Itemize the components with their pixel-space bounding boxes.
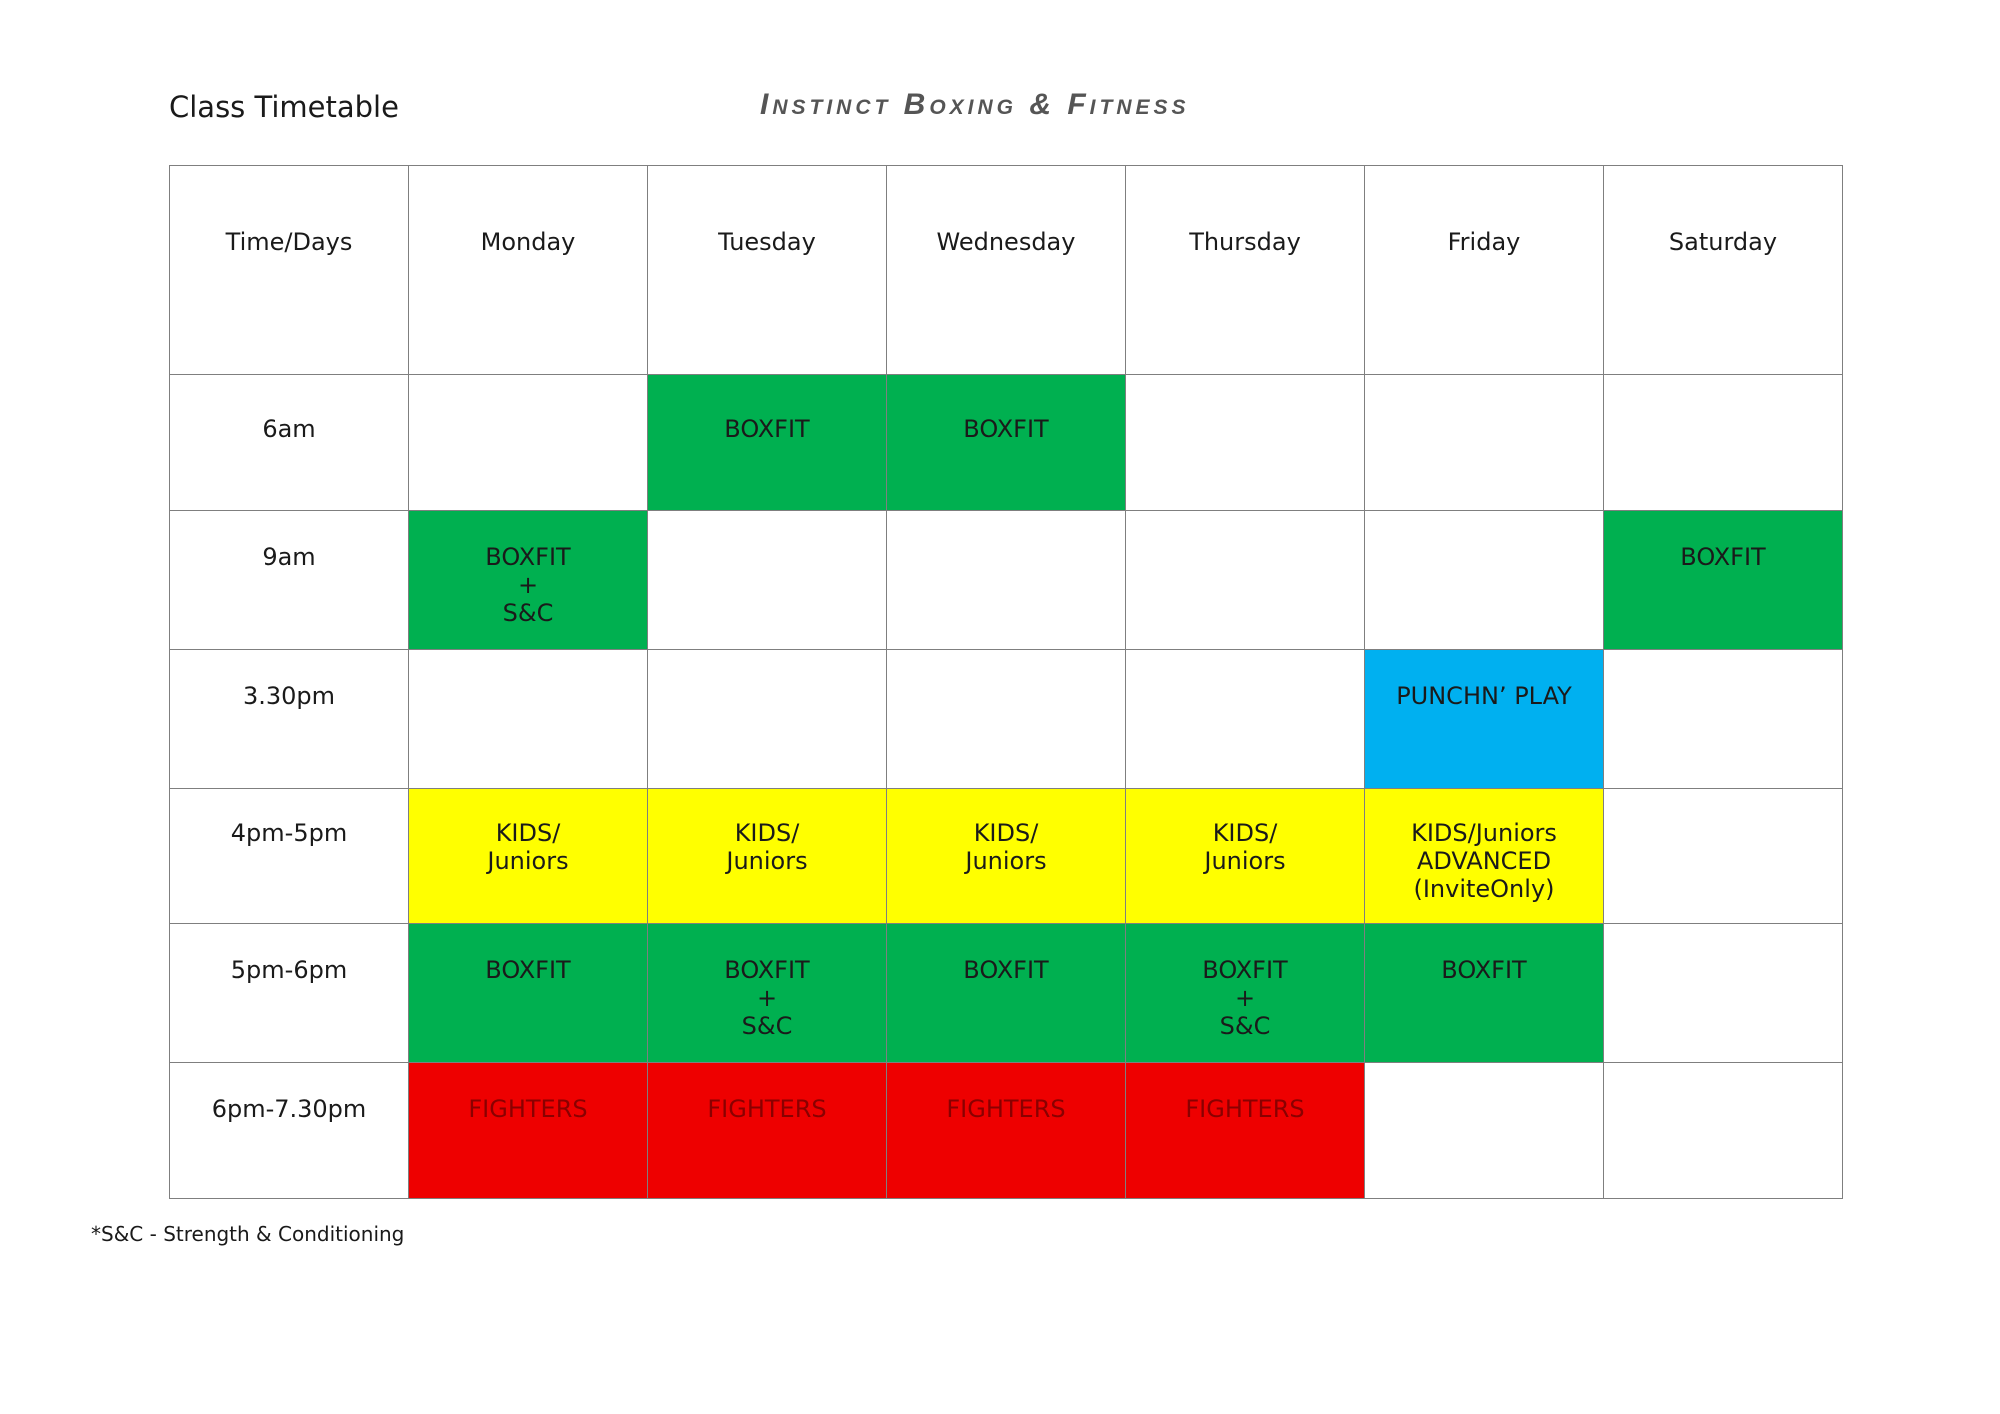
class-cell [887, 650, 1126, 789]
time-cell: 6pm-7.30pm [170, 1063, 409, 1199]
footnote: *S&C - Strength & Conditioning [91, 1222, 405, 1246]
column-header-monday: Monday [409, 166, 648, 375]
class-cell [887, 511, 1126, 650]
time-cell: 4pm-5pm [170, 789, 409, 924]
class-cell [1604, 650, 1843, 789]
class-cell [1126, 650, 1365, 789]
class-cell: FIGHTERS [1126, 1063, 1365, 1199]
class-cell: BOXFIT [1604, 511, 1843, 650]
class-cell [1604, 1063, 1843, 1199]
page-title: Class Timetable [169, 90, 399, 124]
brand-logo-text: Instinct Boxing & Fitness [760, 88, 1190, 121]
column-header-saturday: Saturday [1604, 166, 1843, 375]
time-cell: 6am [170, 375, 409, 511]
time-cell: 5pm-6pm [170, 924, 409, 1063]
class-cell: KIDS/Juniors ADVANCED (InviteOnly) [1365, 789, 1604, 924]
class-cell [648, 511, 887, 650]
table-row [170, 650, 1843, 789]
class-cell [409, 375, 648, 511]
class-cell: FIGHTERS [409, 1063, 648, 1199]
column-header-tuesday: Tuesday [648, 166, 887, 375]
table-row [170, 511, 1843, 650]
class-cell [1365, 1063, 1604, 1199]
class-cell [1365, 511, 1604, 650]
header-row [170, 166, 1843, 375]
class-cell: FIGHTERS [648, 1063, 887, 1199]
time-cell: 9am [170, 511, 409, 650]
class-cell: PUNCHN’ PLAY [1365, 650, 1604, 789]
class-cell: BOXFIT [409, 924, 648, 1063]
class-cell [648, 650, 887, 789]
table-row [170, 789, 1843, 924]
table-row [170, 924, 1843, 1063]
class-cell: KIDS/ Juniors [409, 789, 648, 924]
class-timetable [169, 165, 1843, 1199]
class-cell: BOXFIT [648, 375, 887, 511]
column-header-time: Time/Days [170, 166, 409, 375]
class-cell: BOXFIT [887, 375, 1126, 511]
column-header-thursday: Thursday [1126, 166, 1365, 375]
column-header-friday: Friday [1365, 166, 1604, 375]
table-row [170, 1063, 1843, 1199]
class-cell [1604, 375, 1843, 511]
class-cell [409, 650, 648, 789]
class-cell [1126, 375, 1365, 511]
class-cell: BOXFIT [887, 924, 1126, 1063]
class-cell: KIDS/ Juniors [1126, 789, 1365, 924]
class-cell: KIDS/ Juniors [648, 789, 887, 924]
class-cell: BOXFIT + S&C [409, 511, 648, 650]
column-header-wednesday: Wednesday [887, 166, 1126, 375]
time-cell: 3.30pm [170, 650, 409, 789]
class-cell [1126, 511, 1365, 650]
class-cell: BOXFIT + S&C [1126, 924, 1365, 1063]
class-cell: BOXFIT + S&C [648, 924, 887, 1063]
class-cell [1604, 924, 1843, 1063]
class-cell: BOXFIT [1365, 924, 1604, 1063]
class-cell [1365, 375, 1604, 511]
class-cell [1604, 789, 1843, 924]
class-cell: KIDS/ Juniors [887, 789, 1126, 924]
class-cell: FIGHTERS [887, 1063, 1126, 1199]
table-row [170, 375, 1843, 511]
